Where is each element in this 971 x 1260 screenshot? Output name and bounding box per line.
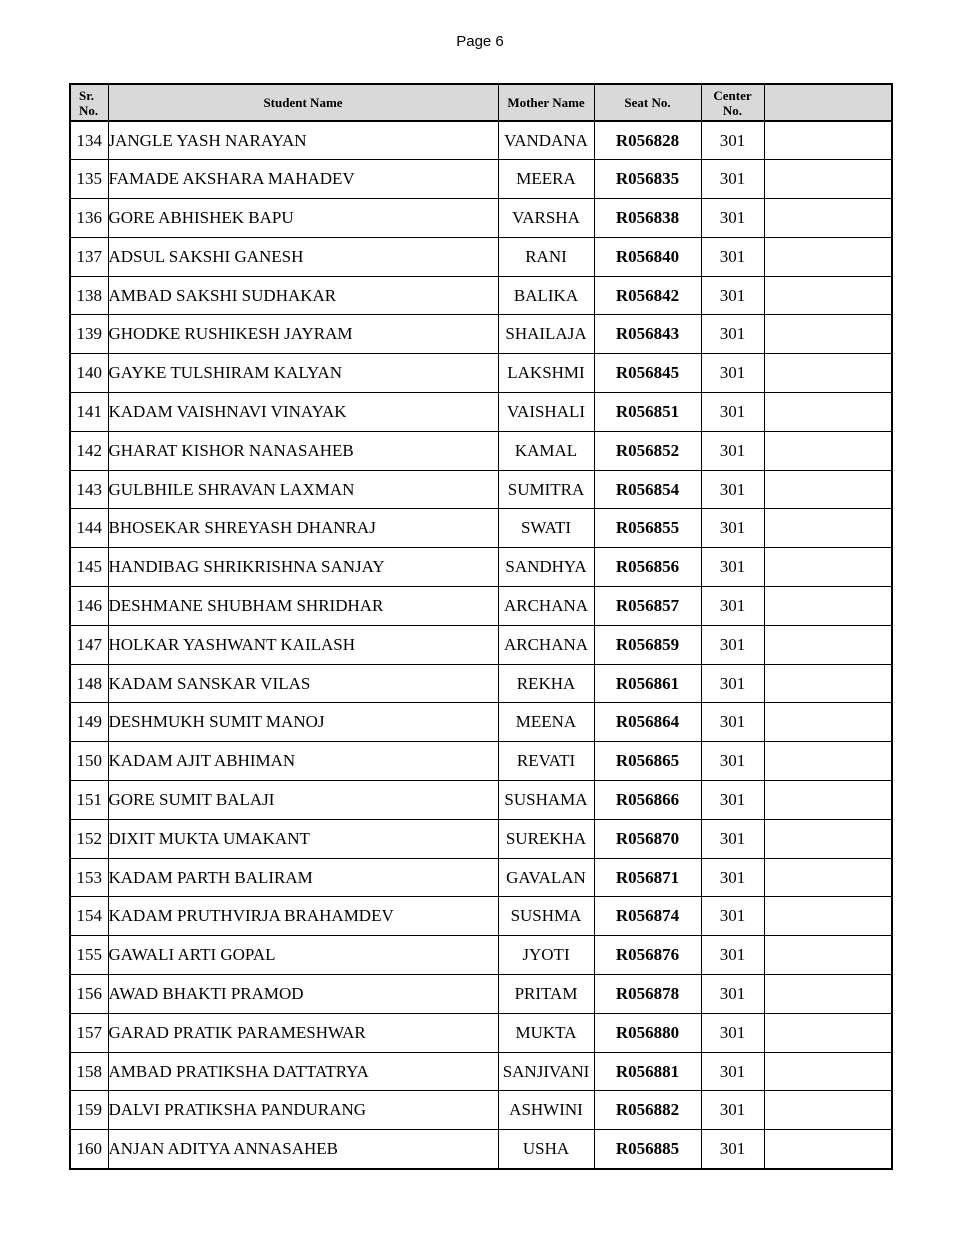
cell-center-no: 301 bbox=[701, 819, 764, 858]
cell-student-name: FAMADE AKSHARA MAHADEV bbox=[108, 160, 498, 199]
cell-blank bbox=[764, 742, 892, 781]
cell-center-no: 301 bbox=[701, 1130, 764, 1169]
header-center-no bbox=[701, 84, 764, 121]
cell-seat-no: R056882 bbox=[594, 1091, 701, 1130]
cell-mother-name: SUMITRA bbox=[498, 470, 594, 509]
cell-center-no: 301 bbox=[701, 393, 764, 432]
cell-seat-no: R056865 bbox=[594, 742, 701, 781]
cell-sr-no: 142 bbox=[70, 431, 108, 470]
cell-blank bbox=[764, 431, 892, 470]
table-row bbox=[70, 819, 892, 858]
cell-mother-name: VARSHA bbox=[498, 199, 594, 238]
cell-seat-no: R056866 bbox=[594, 781, 701, 820]
cell-mother-name: ARCHANA bbox=[498, 625, 594, 664]
table-row bbox=[70, 742, 892, 781]
cell-student-name: AWAD BHAKTI PRAMOD bbox=[108, 975, 498, 1014]
cell-mother-name: KAMAL bbox=[498, 431, 594, 470]
cell-sr-no: 135 bbox=[70, 160, 108, 199]
table-row bbox=[70, 936, 892, 975]
cell-seat-no: R056857 bbox=[594, 587, 701, 626]
cell-blank bbox=[764, 625, 892, 664]
student-roster-table bbox=[69, 83, 893, 1170]
page-label: Page 6 bbox=[456, 33, 504, 50]
header-center-line2: No. bbox=[722, 102, 743, 118]
table-row bbox=[70, 470, 892, 509]
cell-mother-name: REKHA bbox=[498, 664, 594, 703]
cell-mother-name: VAISHALI bbox=[498, 393, 594, 432]
cell-mother-name: MEENA bbox=[498, 703, 594, 742]
header-mother-name: Mother Name bbox=[498, 84, 594, 121]
cell-blank bbox=[764, 548, 892, 587]
cell-student-name: HANDIBAG SHRIKRISHNA SANJAY bbox=[108, 548, 498, 587]
cell-seat-no: R056885 bbox=[594, 1130, 701, 1169]
table-row bbox=[70, 315, 892, 354]
cell-sr-no: 137 bbox=[70, 237, 108, 276]
cell-blank bbox=[764, 470, 892, 509]
table-row bbox=[70, 160, 892, 199]
cell-student-name: KADAM VAISHNAVI VINAYAK bbox=[108, 393, 498, 432]
cell-seat-no: R056881 bbox=[594, 1052, 701, 1091]
cell-blank bbox=[764, 664, 892, 703]
cell-sr-no: 160 bbox=[70, 1130, 108, 1169]
cell-mother-name: MEERA bbox=[498, 160, 594, 199]
cell-mother-name: VANDANA bbox=[498, 121, 594, 160]
cell-sr-no: 157 bbox=[70, 1013, 108, 1052]
cell-student-name: GHODKE RUSHIKESH JAYRAM bbox=[108, 315, 498, 354]
cell-seat-no: R056854 bbox=[594, 470, 701, 509]
cell-student-name: DIXIT MUKTA UMAKANT bbox=[108, 819, 498, 858]
cell-student-name: KADAM AJIT ABHIMAN bbox=[108, 742, 498, 781]
cell-seat-no: R056845 bbox=[594, 354, 701, 393]
cell-mother-name: SUSHAMA bbox=[498, 781, 594, 820]
cell-seat-no: R056840 bbox=[594, 237, 701, 276]
table-row bbox=[70, 276, 892, 315]
cell-blank bbox=[764, 276, 892, 315]
table-row bbox=[70, 703, 892, 742]
table-row bbox=[70, 587, 892, 626]
header-student-name: Student Name bbox=[108, 84, 498, 121]
header-seat-no: Seat No. bbox=[594, 84, 701, 121]
cell-student-name: GAWALI ARTI GOPAL bbox=[108, 936, 498, 975]
table-row bbox=[70, 1130, 892, 1169]
cell-sr-no: 152 bbox=[70, 819, 108, 858]
table-row bbox=[70, 548, 892, 587]
cell-blank bbox=[764, 587, 892, 626]
cell-seat-no: R056852 bbox=[594, 431, 701, 470]
cell-mother-name: JYOTI bbox=[498, 936, 594, 975]
cell-blank bbox=[764, 121, 892, 160]
cell-blank bbox=[764, 1091, 892, 1130]
cell-seat-no: R056870 bbox=[594, 819, 701, 858]
header-sr-no bbox=[70, 84, 108, 121]
cell-mother-name: SWATI bbox=[498, 509, 594, 548]
cell-sr-no: 159 bbox=[70, 1091, 108, 1130]
cell-sr-no: 143 bbox=[70, 470, 108, 509]
cell-sr-no: 150 bbox=[70, 742, 108, 781]
cell-seat-no: R056859 bbox=[594, 625, 701, 664]
table-header bbox=[70, 84, 892, 121]
cell-seat-no: R056828 bbox=[594, 121, 701, 160]
cell-blank bbox=[764, 315, 892, 354]
table-row bbox=[70, 354, 892, 393]
cell-student-name: AMBAD SAKSHI SUDHAKAR bbox=[108, 276, 498, 315]
table-body bbox=[70, 121, 892, 1169]
table-row bbox=[70, 237, 892, 276]
cell-student-name: ADSUL SAKSHI GANESH bbox=[108, 237, 498, 276]
cell-sr-no: 155 bbox=[70, 936, 108, 975]
cell-blank bbox=[764, 975, 892, 1014]
cell-center-no: 301 bbox=[701, 276, 764, 315]
cell-blank bbox=[764, 1052, 892, 1091]
cell-blank bbox=[764, 1013, 892, 1052]
cell-mother-name: PRITAM bbox=[498, 975, 594, 1014]
cell-student-name: GAYKE TULSHIRAM KALYAN bbox=[108, 354, 498, 393]
table-row bbox=[70, 393, 892, 432]
cell-center-no: 301 bbox=[701, 703, 764, 742]
cell-sr-no: 144 bbox=[70, 509, 108, 548]
cell-center-no: 301 bbox=[701, 897, 764, 936]
cell-mother-name: SUSHMA bbox=[498, 897, 594, 936]
cell-sr-no: 149 bbox=[70, 703, 108, 742]
table-row bbox=[70, 664, 892, 703]
cell-seat-no: R056842 bbox=[594, 276, 701, 315]
cell-center-no: 301 bbox=[701, 742, 764, 781]
cell-seat-no: R056880 bbox=[594, 1013, 701, 1052]
cell-blank bbox=[764, 897, 892, 936]
cell-seat-no: R056874 bbox=[594, 897, 701, 936]
cell-center-no: 301 bbox=[701, 470, 764, 509]
cell-center-no: 301 bbox=[701, 548, 764, 587]
cell-student-name: BHOSEKAR SHREYASH DHANRAJ bbox=[108, 509, 498, 548]
cell-sr-no: 145 bbox=[70, 548, 108, 587]
cell-blank bbox=[764, 393, 892, 432]
cell-mother-name: LAKSHMI bbox=[498, 354, 594, 393]
cell-center-no: 301 bbox=[701, 121, 764, 160]
cell-mother-name: GAVALAN bbox=[498, 858, 594, 897]
table-row bbox=[70, 431, 892, 470]
cell-mother-name: MUKTA bbox=[498, 1013, 594, 1052]
cell-center-no: 301 bbox=[701, 237, 764, 276]
table-row bbox=[70, 1013, 892, 1052]
cell-mother-name: USHA bbox=[498, 1130, 594, 1169]
cell-seat-no: R056855 bbox=[594, 509, 701, 548]
table-row bbox=[70, 781, 892, 820]
cell-mother-name: RANI bbox=[498, 237, 594, 276]
cell-mother-name: SANDHYA bbox=[498, 548, 594, 587]
table-row bbox=[70, 897, 892, 936]
header-row bbox=[70, 84, 892, 121]
cell-center-no: 301 bbox=[701, 1013, 764, 1052]
cell-sr-no: 147 bbox=[70, 625, 108, 664]
cell-sr-no: 156 bbox=[70, 975, 108, 1014]
header-blank bbox=[764, 84, 892, 121]
cell-sr-no: 158 bbox=[70, 1052, 108, 1091]
cell-sr-no: 148 bbox=[70, 664, 108, 703]
cell-center-no: 301 bbox=[701, 587, 764, 626]
cell-blank bbox=[764, 1130, 892, 1169]
cell-blank bbox=[764, 858, 892, 897]
cell-center-no: 301 bbox=[701, 858, 764, 897]
cell-student-name: GORE SUMIT BALAJI bbox=[108, 781, 498, 820]
table-row bbox=[70, 975, 892, 1014]
cell-center-no: 301 bbox=[701, 1052, 764, 1091]
cell-seat-no: R056851 bbox=[594, 393, 701, 432]
header-center-line1: Center bbox=[713, 87, 752, 103]
cell-seat-no: R056876 bbox=[594, 936, 701, 975]
cell-sr-no: 141 bbox=[70, 393, 108, 432]
cell-student-name: KADAM PARTH BALIRAM bbox=[108, 858, 498, 897]
cell-sr-no: 154 bbox=[70, 897, 108, 936]
cell-center-no: 301 bbox=[701, 975, 764, 1014]
cell-student-name: JANGLE YASH NARAYAN bbox=[108, 121, 498, 160]
cell-mother-name: BALIKA bbox=[498, 276, 594, 315]
cell-center-no: 301 bbox=[701, 936, 764, 975]
cell-sr-no: 151 bbox=[70, 781, 108, 820]
cell-seat-no: R056864 bbox=[594, 703, 701, 742]
cell-student-name: GHARAT KISHOR NANASAHEB bbox=[108, 431, 498, 470]
cell-sr-no: 139 bbox=[70, 315, 108, 354]
cell-seat-no: R056871 bbox=[594, 858, 701, 897]
cell-student-name: GORE ABHISHEK BAPU bbox=[108, 199, 498, 238]
header-sr-line2: No. bbox=[79, 102, 99, 118]
cell-blank bbox=[764, 703, 892, 742]
table-row bbox=[70, 509, 892, 548]
cell-sr-no: 134 bbox=[70, 121, 108, 160]
cell-student-name: GULBHILE SHRAVAN LAXMAN bbox=[108, 470, 498, 509]
table-row bbox=[70, 858, 892, 897]
cell-mother-name: ASHWINI bbox=[498, 1091, 594, 1130]
cell-blank bbox=[764, 936, 892, 975]
cell-student-name: DESHMUKH SUMIT MANOJ bbox=[108, 703, 498, 742]
cell-sr-no: 153 bbox=[70, 858, 108, 897]
cell-mother-name: SANJIVANI bbox=[498, 1052, 594, 1091]
cell-student-name: KADAM PRUTHVIRJA BRAHAMDEV bbox=[108, 897, 498, 936]
cell-student-name: KADAM SANSKAR VILAS bbox=[108, 664, 498, 703]
header-sr-line1: Sr. bbox=[79, 87, 95, 103]
cell-center-no: 301 bbox=[701, 664, 764, 703]
cell-seat-no: R056856 bbox=[594, 548, 701, 587]
cell-mother-name: ARCHANA bbox=[498, 587, 594, 626]
cell-blank bbox=[764, 199, 892, 238]
cell-seat-no: R056878 bbox=[594, 975, 701, 1014]
cell-center-no: 301 bbox=[701, 781, 764, 820]
cell-mother-name: REVATI bbox=[498, 742, 594, 781]
cell-student-name: GARAD PRATIK PARAMESHWAR bbox=[108, 1013, 498, 1052]
cell-center-no: 301 bbox=[701, 160, 764, 199]
cell-center-no: 301 bbox=[701, 1091, 764, 1130]
cell-center-no: 301 bbox=[701, 431, 764, 470]
cell-blank bbox=[764, 781, 892, 820]
cell-center-no: 301 bbox=[701, 199, 764, 238]
cell-mother-name: SHAILAJA bbox=[498, 315, 594, 354]
cell-center-no: 301 bbox=[701, 625, 764, 664]
cell-sr-no: 136 bbox=[70, 199, 108, 238]
cell-student-name: ANJAN ADITYA ANNASAHEB bbox=[108, 1130, 498, 1169]
table-row bbox=[70, 625, 892, 664]
cell-blank bbox=[764, 354, 892, 393]
table-row bbox=[70, 121, 892, 160]
cell-blank bbox=[764, 509, 892, 548]
cell-student-name: DALVI PRATIKSHA PANDURANG bbox=[108, 1091, 498, 1130]
table-row bbox=[70, 1052, 892, 1091]
cell-student-name: DESHMANE SHUBHAM SHRIDHAR bbox=[108, 587, 498, 626]
cell-mother-name: SUREKHA bbox=[498, 819, 594, 858]
cell-sr-no: 140 bbox=[70, 354, 108, 393]
cell-student-name: AMBAD PRATIKSHA DATTATRYA bbox=[108, 1052, 498, 1091]
table-row bbox=[70, 199, 892, 238]
cell-seat-no: R056843 bbox=[594, 315, 701, 354]
cell-center-no: 301 bbox=[701, 315, 764, 354]
cell-student-name: HOLKAR YASHWANT KAILASH bbox=[108, 625, 498, 664]
cell-sr-no: 138 bbox=[70, 276, 108, 315]
cell-sr-no: 146 bbox=[70, 587, 108, 626]
cell-center-no: 301 bbox=[701, 509, 764, 548]
cell-blank bbox=[764, 819, 892, 858]
table-row bbox=[70, 1091, 892, 1130]
cell-seat-no: R056861 bbox=[594, 664, 701, 703]
cell-seat-no: R056835 bbox=[594, 160, 701, 199]
cell-seat-no: R056838 bbox=[594, 199, 701, 238]
cell-blank bbox=[764, 160, 892, 199]
cell-blank bbox=[764, 237, 892, 276]
cell-center-no: 301 bbox=[701, 354, 764, 393]
